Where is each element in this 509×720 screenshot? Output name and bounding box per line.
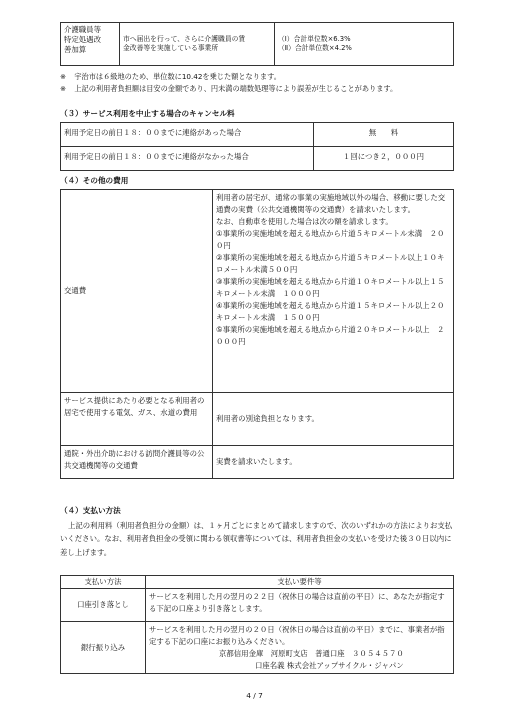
payment-table — [60, 575, 454, 674]
addition-condition: 市へ届出を行って、さらに介護職員の賃 金改善等を実施している事業所 — [120, 23, 275, 66]
payment-terms: サービスを利用した月の翌月の２０日（祝休日の場合は直前の平日）までに、事業者が指定する下記の口座にお振り込みください。 — [149, 624, 445, 646]
cost-item: 通院・外出介助における訪問介護員等の公共交通機関等の交通費 — [61, 446, 213, 479]
payment-method: 口座引き落とし — [61, 588, 146, 621]
note-text: 宇治市は６級地のため、単位数に10.42を乗じた額となります。 — [74, 72, 281, 81]
account-holder: 口座名義 株式会社アップサイクル・ジャパン — [255, 660, 404, 670]
cancel-table — [60, 122, 454, 171]
note-mark: ※ — [60, 84, 67, 93]
cancel-condition: 利用予定日の前日１８：００までに連絡があった場合 — [61, 123, 314, 147]
cost-item: サービス提供にあたり必要となる利用者の居宅で使用する電気、ガス、水道の費用 — [61, 393, 213, 446]
cost-desc: 利用者の別途負担となります。 — [213, 393, 454, 446]
other-costs-table — [60, 189, 454, 479]
payment-header-method: 支払い方法 — [61, 576, 146, 589]
cancel-heading: （３）サービス利用を中止する場合のキャンセル料 — [60, 109, 235, 118]
payment-intro: 上記の利用料（利用者負担分の金額）は、１ヶ月ごとにまとめて請求しますので、次のいずれかの方法によりお支払いください。なお、利用者負担金の受領に関わる領収書等については、利用者負担金の支払いを受けた後３０日以内に差し上げます。 — [60, 521, 453, 557]
payment-heading: （４）支払い方法 — [60, 506, 121, 515]
payment-terms-block — [146, 621, 454, 673]
addition-name: 介護職員等 特定処遇改 善加算 — [61, 23, 120, 66]
payment-method: 銀行振り込み — [61, 621, 146, 673]
addition-rates: （Ⅰ）合計単位数×6.3% （Ⅱ）合計単位数×4.2% — [275, 23, 454, 66]
payment-header-terms: 支払い要件等 — [146, 576, 454, 589]
other-costs-heading: （４）その他の費用 — [60, 176, 129, 185]
cost-desc: 実費を請求いたします。 — [213, 446, 454, 479]
cost-desc: 利用者の居宅が、通常の事業の実施地域以外の場合、移動に要した交通費の実費（公共交通機関等の交通費）を請求いたします。 なお、自動車を使用した場合は次の額を請求します。 ①事業所の実施地域を超える地点から片道５キロメートル未満 ２００円 ②事業所の実施地域を超える地点から片道５キロメートル以上１０キロメートル未満５００円 ③事業所の実施地域を超える地点から片道１０キロメートル以上１５キロメートル未満 １０００円 ④事業所の実施地域を超える地点から片道１５キロメートル以上２０キロメートル未満 １５００円 ⑤事業所の実施地域を超える地点から片道２０キロメートル以上 ２０００円 — [213, 190, 454, 393]
cost-item: 交通費 — [61, 190, 213, 393]
note-estimate — [60, 84, 474, 94]
cancel-fee: １回につき２，０００円 — [314, 147, 454, 171]
page-number: 4 / 7 — [246, 691, 263, 700]
bank-account: 京都信用金庫 河原町支店 普通口座 ３０５４５７０ — [219, 648, 404, 658]
cancel-condition: 利用予定日の前日１８：００までに連絡がなかった場合 — [61, 147, 314, 171]
payment-terms: サービスを利用した月の翌月の２２日（祝休日の場合は直前の平日）に、あなたが指定する下記の口座より引き落とします。 — [146, 588, 454, 621]
note-text: 上記の利用者負担額は目安の金額であり、円未満の端数処理等により誤差が生じることがあります。 — [74, 84, 398, 93]
addition-table — [60, 22, 454, 66]
note-area-rate — [60, 72, 460, 82]
cancel-fee: 無 料 — [314, 123, 454, 147]
note-mark: ※ — [60, 72, 67, 81]
